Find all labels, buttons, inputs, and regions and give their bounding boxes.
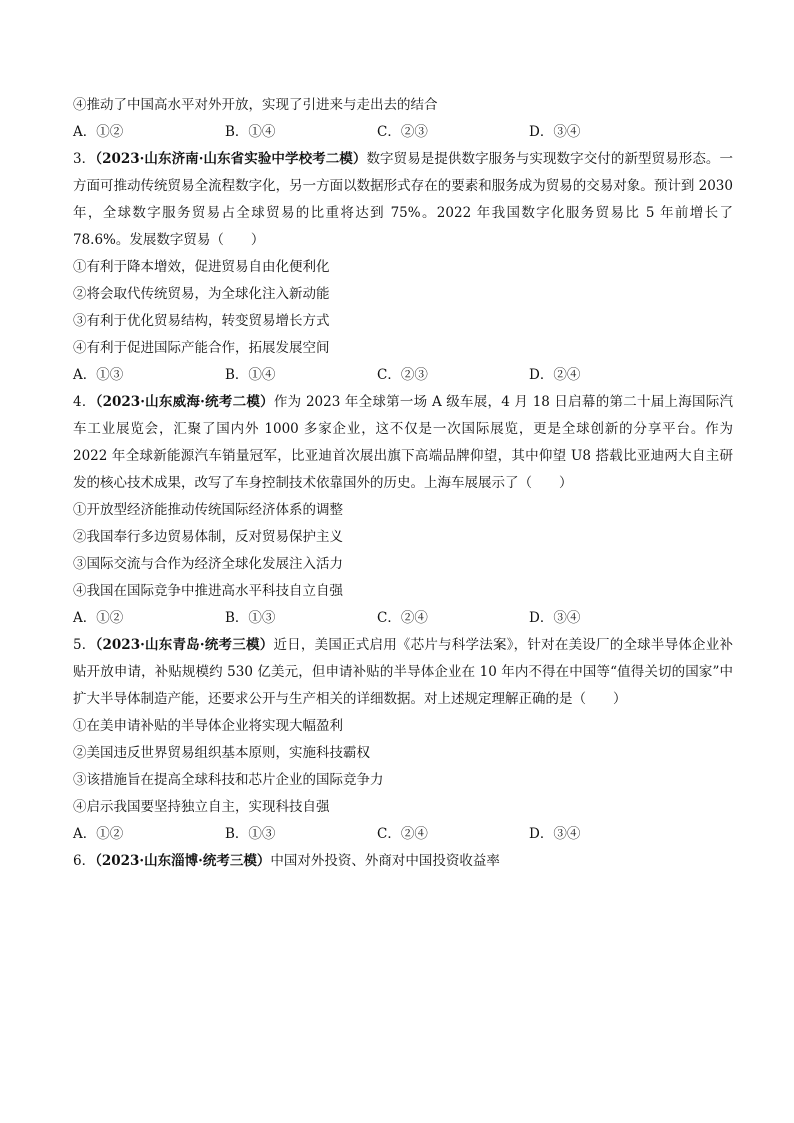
question-source: （2023·山东淄博·统考三模） [95,853,271,869]
option-a: A．①③ [73,367,124,383]
question-5-stem [73,632,733,713]
question-source: （2023·山东济南·山东省实验中学校考二模） [95,151,367,167]
document-content [73,92,733,875]
question-5-item-1: ①在美申请补贴的半导体企业将实现大幅盈利 [73,718,343,734]
option-a: A．①② [73,610,124,626]
question-text: 作为 2023 年全球第一场 A 级车展，4 月 18 日启幕的第二十届上海国际汽车工业展览会，汇聚了国内外 1000 多家企业，这不仅是一次国际展览，更是全球创新的分享平台。作为 2022 年全球新能源汽车销量冠军，比亚迪首次展出旗下高端品牌仰望，其中仰望 U8 搭载比亚迪两大自主研发的核心技术成果，改写了车身控制技术依靠国外的历史。上海车展展示了（ ） [73,394,733,491]
option-d: D．③④ [529,124,581,140]
question-5-item-2: ②美国违反世界贸易组织基本原则，实施科技霸权 [73,745,370,761]
question-3-item-3: ③有利于优化贸易结构，转变贸易增长方式 [73,313,330,329]
option-c: C．②④ [377,610,428,626]
question-source: （2023·山东青岛·统考三模） [95,637,274,653]
question-4-item-1: ①开放型经济能推动传统国际经济体系的调整 [73,502,343,518]
question-3-stem [73,146,733,254]
question-source: （2023·山东威海·统考二模） [95,394,274,410]
question-number: 5． [73,637,96,653]
option-c: C．②③ [377,367,428,383]
question-3-item-4: ④有利于促进国际产能合作，拓展发展空间 [73,340,330,356]
option-d: D．③④ [529,826,581,842]
option-b: B．①④ [225,124,276,140]
option-b: B．①③ [225,826,276,842]
question-text: 近日，美国正式启用《芯片与科学法案》，针对在美设厂的全球半导体企业补贴开放申请，补贴规模约 530 亿美元，但申请补贴的半导体企业在 10 年内不得在中国等“值得关切的国家”中扩大半导体制造产能，还要求公开与生产相关的详细数据。对上述规定理解正确的是（ ） [73,637,734,707]
question-5-item-3: ③该措施旨在提高全球科技和芯片企业的国际竞争力 [73,772,384,788]
question-4-item-4: ④我国在国际竞争中推进高水平科技自立自强 [73,583,343,599]
option-a: A．①② [73,826,124,842]
option-d: D．②④ [529,367,581,383]
question-text: 中国对外投资、外商对中国投资收益率 [270,853,500,869]
question-5-options [73,821,733,848]
question-2-options [73,119,733,146]
option-b: B．①④ [225,367,276,383]
question-number: 3． [73,151,96,167]
question-4-options [73,605,733,632]
option-c: C．②③ [377,124,428,140]
question-3-item-1: ①有利于降本增效，促进贸易自由化便利化 [73,259,330,275]
question-6-stem [73,848,733,875]
question-number: 4． [73,394,96,410]
option-b: B．①③ [225,610,276,626]
question-5-item-4: ④启示我国要坚持独立自主，实现科技自强 [73,799,330,815]
question-4-item-3: ③国际交流与合作为经济全球化发展注入活力 [73,556,343,572]
question-number: 6． [73,853,96,869]
option-c: C．②④ [377,826,428,842]
option-d: D．③④ [529,610,581,626]
option-a: A．①② [73,124,124,140]
question-3-options [73,362,733,389]
question-4-stem [73,389,733,497]
question-text: 数字贸易是提供数字服务与实现数字交付的新型贸易形态。一方面可推动传统贸易全流程数字化，另一方面以数据形式存在的要素和服务成为贸易的交易对象。预计到 2030 年，全球数字服务贸易占全球贸易的比重将达到 75%。2022 年我国数字化服务贸易比 5 年前增长了 78.6%。发展数字贸易（ ） [73,151,733,248]
question-2-item-4: ④推动了中国高水平对外开放，实现了引进来与走出去的结合 [73,97,438,113]
question-3-item-2: ②将会取代传统贸易，为全球化注入新动能 [73,286,330,302]
question-4-item-2: ②我国奉行多边贸易体制，反对贸易保护主义 [73,529,343,545]
